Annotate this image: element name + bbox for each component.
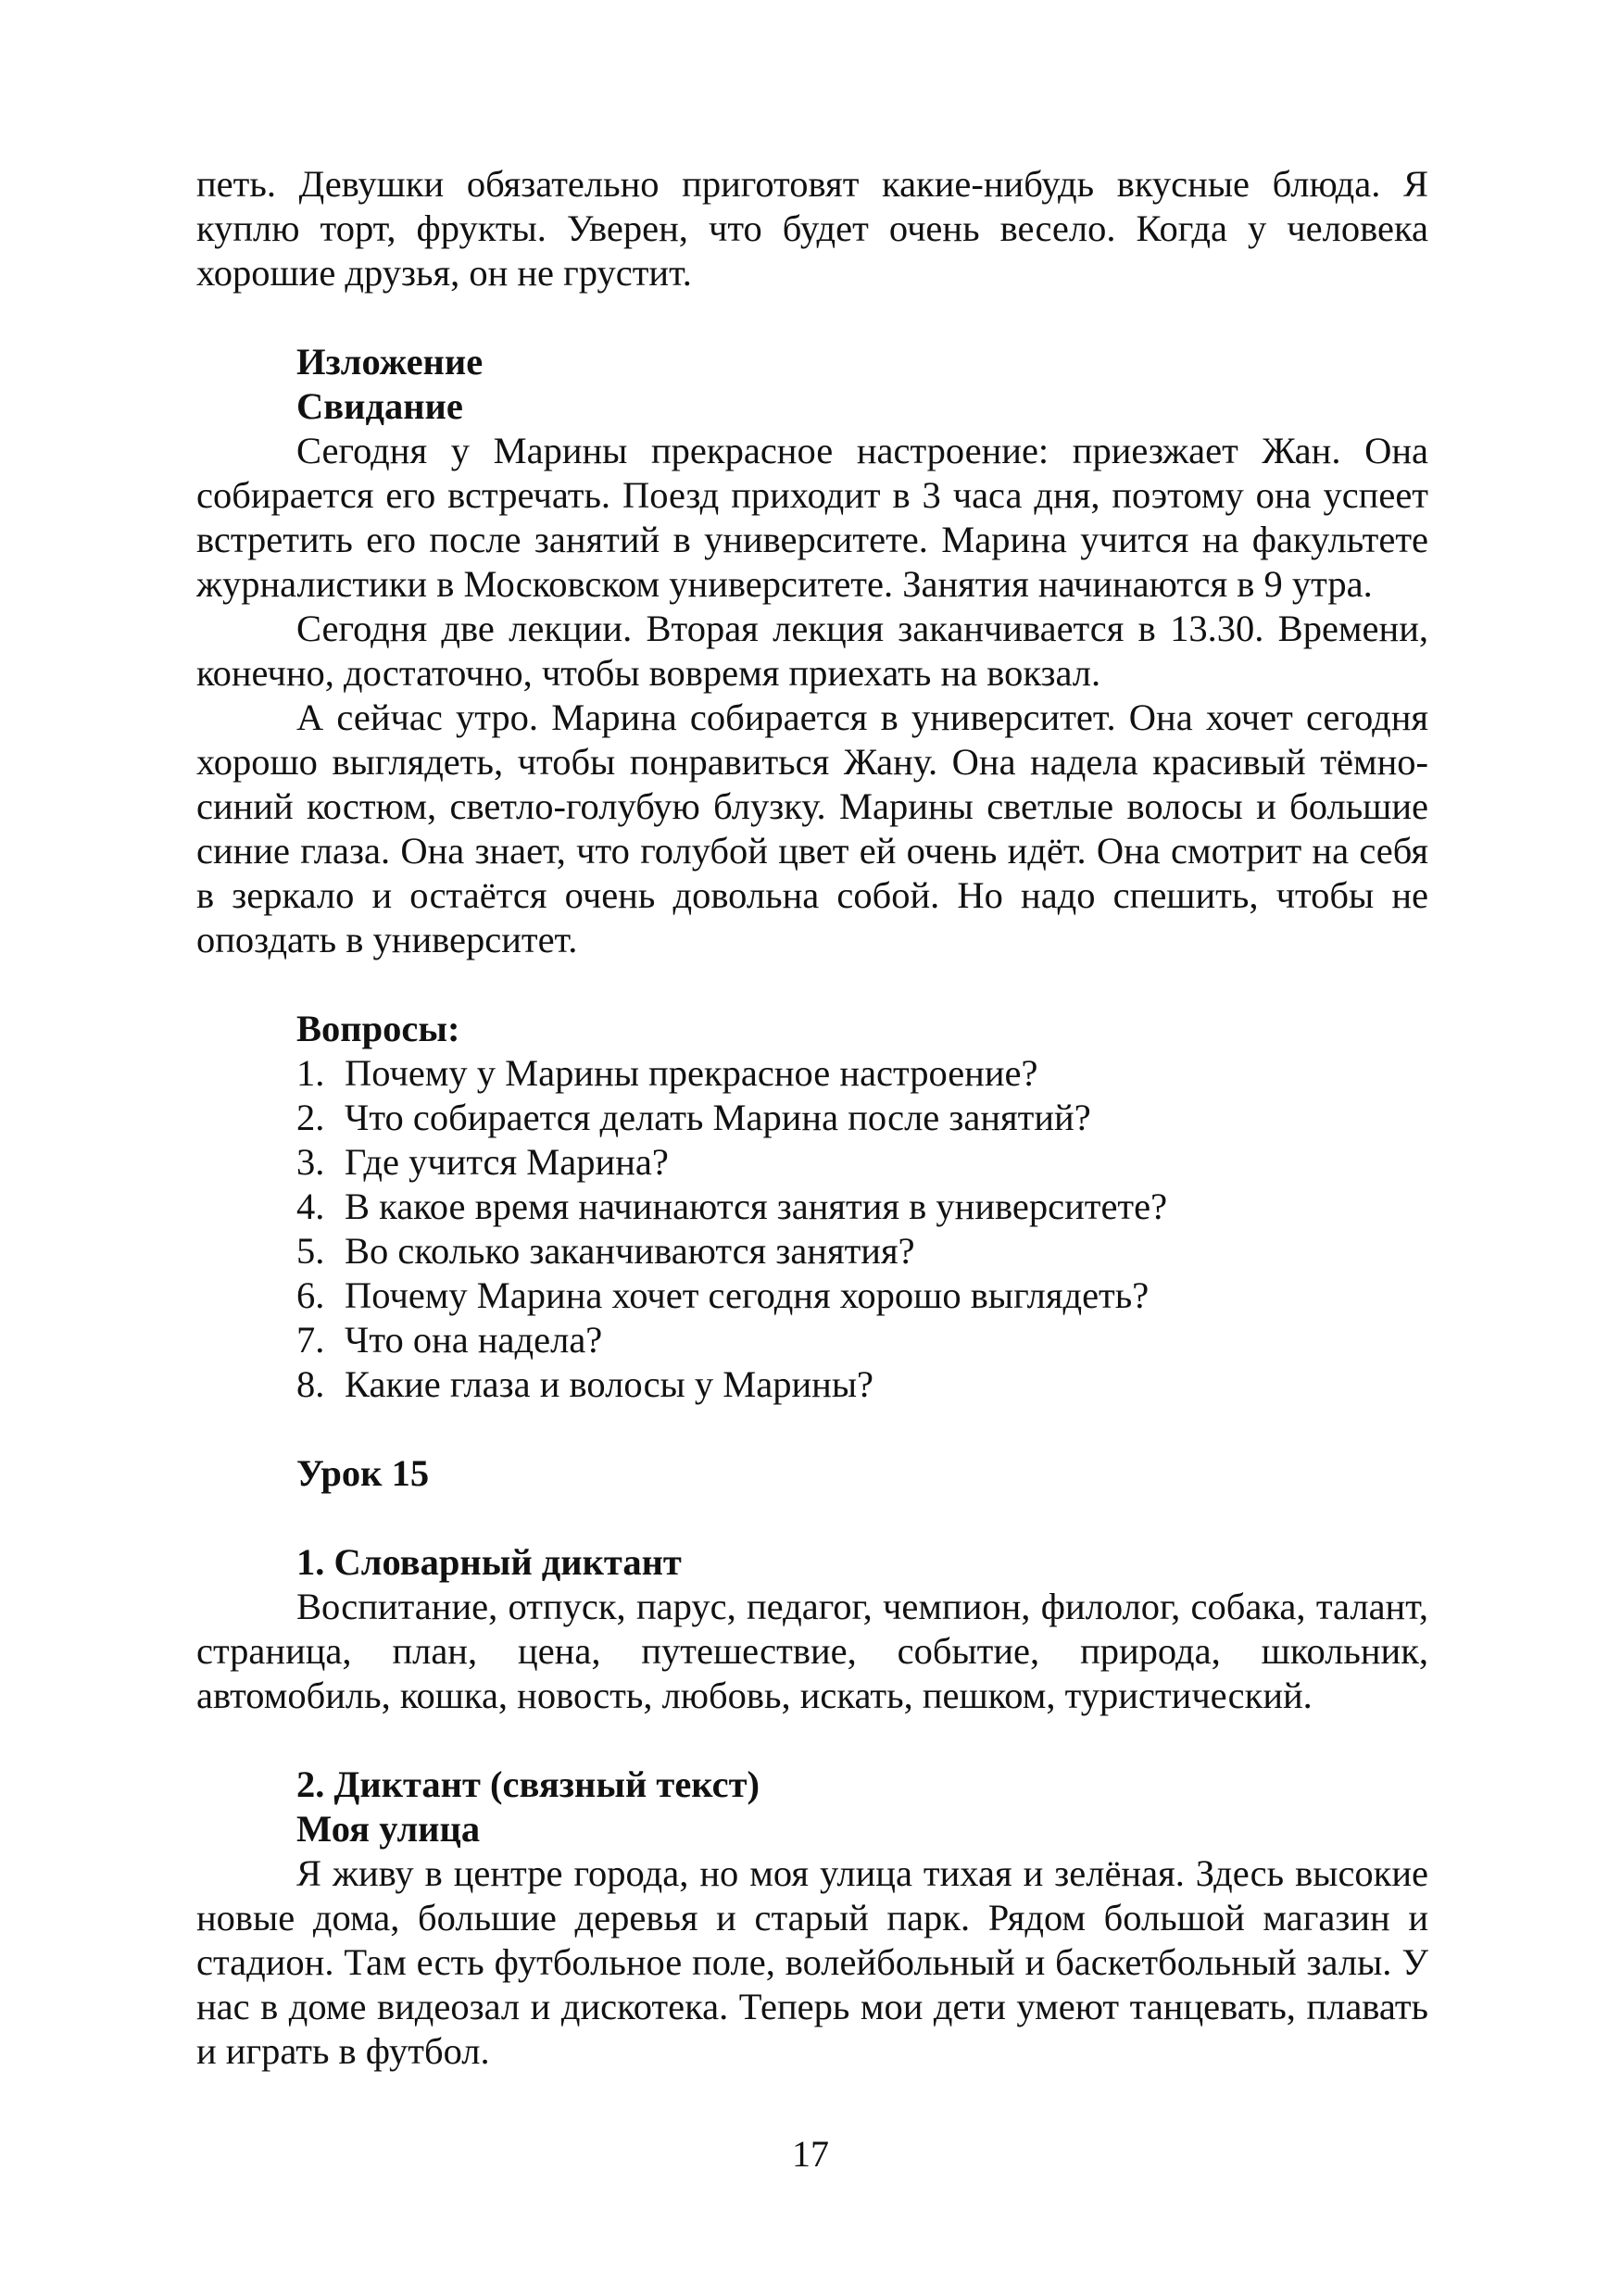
- question-number: 2.: [296, 1097, 325, 1138]
- question-text: В какое время начинаются занятия в университете?: [345, 1186, 1168, 1227]
- question-number: 3.: [296, 1141, 325, 1183]
- question-number: 5.: [296, 1230, 325, 1272]
- question-number: 4.: [296, 1186, 325, 1227]
- question-text: Где учится Марина?: [345, 1141, 669, 1183]
- question-item: [296, 1362, 1428, 1407]
- question-text: Почему у Марины прекрасное настроение?: [345, 1052, 1038, 1094]
- izlozhenie-paragraph: А сейчас утро. Марина собирается в университет. Она хочет сегодня хорошо выглядеть, чтобы понравиться Жану. Она надела красивый тёмно-синий костюм, светло-голубую блузку. Марины светлые волосы и большие синие глаза. Она знает, что голубой цвет ей очень идёт. Она смотрит на себя в зеркало и остаётся очень довольна собой. Но надо спешить, чтобы не опоздать в университет.: [196, 696, 1428, 960]
- questions-section: [196, 1007, 1428, 1407]
- question-item: [296, 1140, 1428, 1185]
- question-item: [296, 1273, 1428, 1318]
- intro-paragraph: петь. Девушки обязательно приготовят какие-нибудь вкусные блюда. Я куплю торт, фрукты. Уверен, что будет очень весело. Когда у человека хорошие друзья, он не грустит.: [196, 163, 1428, 294]
- question-text: Что собирается делать Марина после занятий?: [345, 1097, 1091, 1138]
- question-text: Какие глаза и волосы у Марины?: [345, 1363, 874, 1405]
- izlozhenie-paragraph: Сегодня у Марины прекрасное настроение: приезжает Жан. Она собирается его встречать. Поезд приходит в 3 часа дня, поэтому она успеет встретить его после занятий в университете. Марина учится на факультете журналистики в Московском университете. Занятия начинаются в 9 утра.: [196, 430, 1428, 605]
- text-dictation-title: Моя улица: [296, 1808, 481, 1850]
- questions-heading: Вопросы:: [296, 1008, 460, 1049]
- question-number: 6.: [296, 1274, 325, 1316]
- page-number: 17: [792, 2133, 829, 2175]
- spacer: [196, 1718, 1428, 1763]
- text-dictation-paragraph: Я живу в центре города, но моя улица тихая и зелёная. Здесь высокие новые дома, большие деревья и старый парк. Рядом большой магазин и стадион. Там есть футбольное поле, волейбольный и баскетбольный залы. У нас в доме видеозал и дискотека. Теперь мои дети умеют танцевать, плавать и играть в футбол.: [196, 1852, 1428, 2072]
- izlozhenie-paragraph: Сегодня две лекции. Вторая лекция заканчивается в 13.30. Времени, конечно, достаточно, чтобы вовремя приехать на вокзал.: [196, 608, 1428, 694]
- spacer: [196, 1496, 1428, 1540]
- question-text: Почему Марина хочет сегодня хорошо выглядеть?: [345, 1274, 1150, 1316]
- vocab-dictation-section: [196, 1540, 1428, 1718]
- question-text: Во сколько заканчиваются занятия?: [345, 1230, 915, 1272]
- spacer: [196, 295, 1428, 340]
- question-number: 8.: [296, 1363, 325, 1405]
- vocab-dictation-heading: 1. Словарный диктант: [296, 1541, 682, 1583]
- izlozhenie-title: Свидание: [296, 385, 463, 427]
- text-dictation-heading: 2. Диктант (связный текст): [296, 1763, 760, 1805]
- page-body: [196, 162, 1428, 2074]
- question-item: [296, 1229, 1428, 1273]
- izlozhenie-heading: Изложение: [296, 341, 484, 383]
- question-item: [296, 1051, 1428, 1096]
- vocab-dictation-text: Воспитание, отпуск, парус, педагог, чемпион, филолог, собака, талант, страница, план, цена, путешествие, событие, природа, школьник, автомобиль, кошка, новость, любовь, искать, пешком, туристический.: [196, 1586, 1428, 1716]
- izlozhenie-section: [196, 340, 1428, 962]
- questions-list: [196, 1051, 1428, 1407]
- question-item: [296, 1318, 1428, 1362]
- question-number: 7.: [296, 1319, 325, 1361]
- spacer: [196, 1407, 1428, 1451]
- question-text: Что она надела?: [345, 1319, 603, 1361]
- question-item: [296, 1185, 1428, 1229]
- question-item: [296, 1096, 1428, 1140]
- text-dictation-section: [196, 1763, 1428, 2074]
- question-number: 1.: [296, 1052, 325, 1094]
- lesson-title: Урок 15: [296, 1452, 430, 1494]
- spacer: [196, 962, 1428, 1007]
